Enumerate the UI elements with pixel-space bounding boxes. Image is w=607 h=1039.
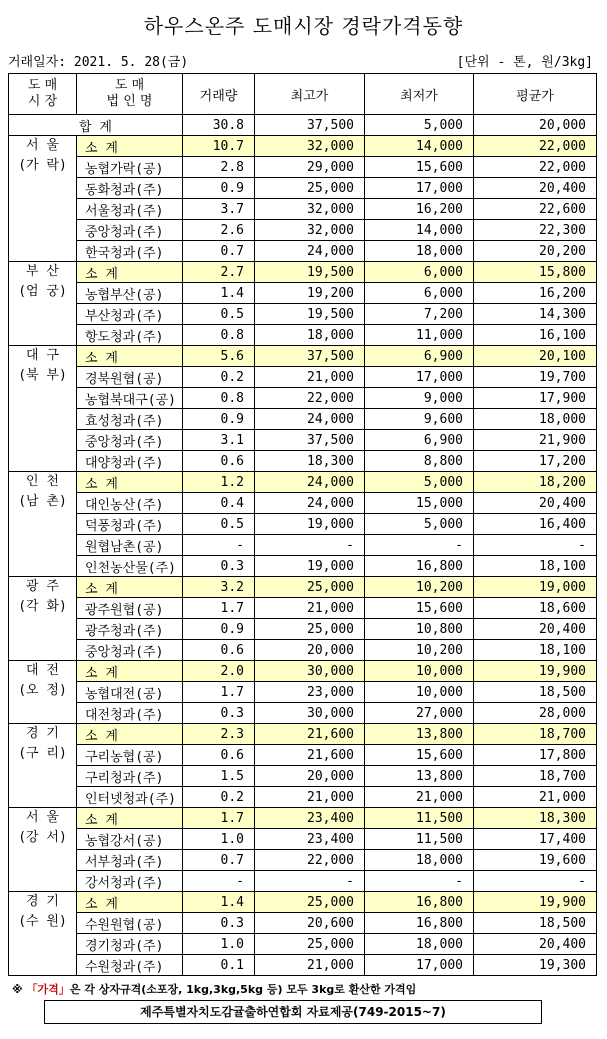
min-price-cell: 18,000 [365,850,474,871]
max-price-cell: 24,000 [255,493,365,514]
avg-price-cell: 20,400 [474,619,597,640]
volume-cell: 0.5 [183,514,255,535]
table-row [9,556,597,577]
min-price-cell: 13,800 [365,766,474,787]
corp-name: 소 계 [77,262,183,283]
total-min: 5,000 [365,115,474,136]
min-price-cell: 11,000 [365,325,474,346]
max-price-cell: 20,600 [255,913,365,934]
corp-name: 소 계 [77,808,183,829]
avg-price-cell: 18,600 [474,598,597,619]
price-table [8,73,597,976]
header-avg-price: 평균가 [474,74,597,115]
total-max: 37,500 [255,115,365,136]
table-row [9,367,597,388]
table-row [9,829,597,850]
max-price-cell: 19,500 [255,262,365,283]
corp-name: 농협가락(공) [77,157,183,178]
table-header-row [9,74,597,115]
volume-cell: 3.7 [183,199,255,220]
max-price-cell: 21,000 [255,955,365,976]
subtotal-row [9,892,597,913]
corp-name: 소 계 [77,472,183,493]
table-row [9,955,597,976]
volume-cell: 2.7 [183,262,255,283]
table-row [9,430,597,451]
table-row [9,850,597,871]
subtotal-row [9,808,597,829]
max-price-cell: 23,400 [255,808,365,829]
header-volume: 거래량 [183,74,255,115]
corp-name: 효성청과(주) [77,409,183,430]
avg-price-cell: 18,500 [474,913,597,934]
min-price-cell: 16,800 [365,892,474,913]
corp-name: 인천농산물(주) [77,556,183,577]
min-price-cell: - [365,871,474,892]
market-name: 대 구 (북 부) [9,346,77,472]
table-row [9,535,597,556]
avg-price-cell: 20,100 [474,346,597,367]
volume-cell: 1.4 [183,283,255,304]
trade-date: 거래일자: 2021. 5. 28(금) [8,55,189,70]
min-price-cell: 6,900 [365,430,474,451]
table-row [9,619,597,640]
avg-price-cell: 20,400 [474,493,597,514]
table-row [9,283,597,304]
volume-cell: 1.2 [183,472,255,493]
total-row [9,115,597,136]
volume-cell: 0.6 [183,640,255,661]
min-price-cell: 15,600 [365,157,474,178]
table-row [9,304,597,325]
min-price-cell: 10,200 [365,640,474,661]
min-price-cell: 16,200 [365,199,474,220]
avg-price-cell: 18,200 [474,472,597,493]
table-row [9,388,597,409]
volume-cell: 0.6 [183,745,255,766]
avg-price-cell: 16,100 [474,325,597,346]
max-price-cell: 25,000 [255,619,365,640]
table-row [9,241,597,262]
min-price-cell: 8,800 [365,451,474,472]
corp-name: 동화청과(주) [77,178,183,199]
min-price-cell: 15,600 [365,745,474,766]
corp-name: 대양청과(주) [77,451,183,472]
market-name: 서 울 (강 서) [9,808,77,892]
total-avg: 20,000 [474,115,597,136]
corp-name: 소 계 [77,892,183,913]
corp-name: 소 계 [77,724,183,745]
subtotal-row [9,262,597,283]
min-price-cell: 17,000 [365,367,474,388]
avg-price-cell: 20,400 [474,934,597,955]
table-row [9,199,597,220]
table-row [9,934,597,955]
max-price-cell: 19,000 [255,514,365,535]
volume-cell: 1.0 [183,934,255,955]
avg-price-cell: 20,400 [474,178,597,199]
volume-cell: 1.7 [183,598,255,619]
corp-name: 강서청과(주) [77,871,183,892]
max-price-cell: 24,000 [255,241,365,262]
max-price-cell: 25,000 [255,934,365,955]
subtotal-row [9,472,597,493]
volume-cell: 0.7 [183,241,255,262]
corp-name: 인터넷청과(주) [77,787,183,808]
avg-price-cell: 19,900 [474,661,597,682]
avg-price-cell: 19,700 [474,367,597,388]
table-row [9,220,597,241]
max-price-cell: 18,000 [255,325,365,346]
corp-name: 소 계 [77,346,183,367]
avg-price-cell: 15,800 [474,262,597,283]
corp-name: 수원원협(공) [77,913,183,934]
avg-price-cell: 22,000 [474,157,597,178]
market-name: 서 울 (가 락) [9,136,77,262]
max-price-cell: 29,000 [255,157,365,178]
avg-price-cell: - [474,535,597,556]
table-row [9,514,597,535]
market-name: 대 전 (오 정) [9,661,77,724]
max-price-cell: 23,400 [255,829,365,850]
corp-name: 광주청과(주) [77,619,183,640]
max-price-cell: 22,000 [255,388,365,409]
table-row [9,325,597,346]
min-price-cell: 15,000 [365,493,474,514]
max-price-cell: 25,000 [255,178,365,199]
min-price-cell: 15,600 [365,598,474,619]
max-price-cell: 32,000 [255,199,365,220]
max-price-cell: 21,600 [255,745,365,766]
avg-price-cell: 18,100 [474,640,597,661]
volume-cell: 0.6 [183,451,255,472]
volume-cell: 1.7 [183,682,255,703]
footnote-text: 은 각 상자규격(소포장, 1kg,3kg,5kg 등) 모두 3kg로 환산한 가격임 [69,983,417,996]
avg-price-cell: 19,600 [474,850,597,871]
corp-name: 중앙청과(주) [77,220,183,241]
volume-cell: 0.5 [183,304,255,325]
avg-price-cell: 14,300 [474,304,597,325]
volume-cell: 2.3 [183,724,255,745]
volume-cell: 0.2 [183,367,255,388]
corp-name: 대인농산(주) [77,493,183,514]
corp-name: 중앙청과(주) [77,430,183,451]
volume-cell: 0.3 [183,913,255,934]
table-row [9,745,597,766]
min-price-cell: 11,500 [365,808,474,829]
unit-label: [단위 - 톤, 원/3kg] [456,55,593,70]
header-market: 도 매 시 장 [9,74,77,115]
table-row [9,493,597,514]
min-price-cell: 10,000 [365,661,474,682]
min-price-cell: 18,000 [365,241,474,262]
min-price-cell: 16,800 [365,556,474,577]
min-price-cell: 9,600 [365,409,474,430]
corp-name: 항도청과(주) [77,325,183,346]
corp-name: 한국청과(주) [77,241,183,262]
volume-cell: 0.3 [183,556,255,577]
avg-price-cell: 17,800 [474,745,597,766]
volume-cell: 0.3 [183,703,255,724]
table-row [9,682,597,703]
volume-cell: 0.7 [183,850,255,871]
volume-cell: 1.4 [183,892,255,913]
volume-cell: 0.1 [183,955,255,976]
max-price-cell: 37,500 [255,346,365,367]
header-max-price: 최고가 [255,74,365,115]
min-price-cell: 10,000 [365,682,474,703]
min-price-cell: 13,800 [365,724,474,745]
market-name: 부 산 (엄 궁) [9,262,77,346]
avg-price-cell: 17,200 [474,451,597,472]
avg-price-cell: 21,000 [474,787,597,808]
table-row [9,409,597,430]
corp-name: 소 계 [77,661,183,682]
table-row [9,640,597,661]
corp-name: 구리청과(주) [77,766,183,787]
subtotal-row [9,724,597,745]
market-name: 인 천 (남 촌) [9,472,77,577]
max-price-cell: 19,200 [255,283,365,304]
avg-price-cell: 20,200 [474,241,597,262]
corp-name: 대전청과(주) [77,703,183,724]
avg-price-cell: 18,700 [474,724,597,745]
min-price-cell: 17,000 [365,955,474,976]
max-price-cell: 18,300 [255,451,365,472]
avg-price-cell: 19,900 [474,892,597,913]
volume-cell: - [183,535,255,556]
table-row [9,598,597,619]
avg-price-cell: 28,000 [474,703,597,724]
max-price-cell: 23,000 [255,682,365,703]
avg-price-cell: 17,400 [474,829,597,850]
corp-name: 농협강서(공) [77,829,183,850]
max-price-cell: 19,500 [255,304,365,325]
table-row [9,913,597,934]
volume-cell: 0.4 [183,493,255,514]
min-price-cell: 17,000 [365,178,474,199]
min-price-cell: 18,000 [365,934,474,955]
market-name: 경 기 (수 원) [9,892,77,976]
min-price-cell: 14,000 [365,220,474,241]
avg-price-cell: 16,400 [474,514,597,535]
corp-name: 경기청과(주) [77,934,183,955]
min-price-cell: 5,000 [365,514,474,535]
min-price-cell: 6,000 [365,283,474,304]
min-price-cell: 11,500 [365,829,474,850]
market-name: 광 주 (각 화) [9,577,77,661]
volume-cell: 0.9 [183,409,255,430]
min-price-cell: 21,000 [365,787,474,808]
max-price-cell: 22,000 [255,850,365,871]
volume-cell: 0.8 [183,325,255,346]
max-price-cell: - [255,535,365,556]
avg-price-cell: 18,500 [474,682,597,703]
max-price-cell: - [255,871,365,892]
avg-price-cell: 21,900 [474,430,597,451]
avg-price-cell: 16,200 [474,283,597,304]
total-label: 합 계 [9,115,183,136]
table-row [9,178,597,199]
header-corp: 도 매 법 인 명 [77,74,183,115]
max-price-cell: 32,000 [255,136,365,157]
max-price-cell: 20,000 [255,766,365,787]
volume-cell: 1.7 [183,808,255,829]
corp-name: 원협남촌(공) [77,535,183,556]
volume-cell: 1.5 [183,766,255,787]
avg-price-cell: 18,700 [474,766,597,787]
table-row [9,703,597,724]
min-price-cell: 16,800 [365,913,474,934]
corp-name: 덕풍청과(주) [77,514,183,535]
min-price-cell: 27,000 [365,703,474,724]
corp-name: 서울청과(주) [77,199,183,220]
corp-name: 구리농협(공) [77,745,183,766]
max-price-cell: 32,000 [255,220,365,241]
min-price-cell: 5,000 [365,472,474,493]
corp-name: 농협대전(공) [77,682,183,703]
table-row [9,157,597,178]
volume-cell: 5.6 [183,346,255,367]
footnote-highlight: 「가격」 [26,983,70,996]
max-price-cell: 24,000 [255,472,365,493]
volume-cell: - [183,871,255,892]
avg-price-cell: 19,000 [474,577,597,598]
table-row [9,787,597,808]
subtotal-row [9,661,597,682]
avg-price-cell: 18,000 [474,409,597,430]
total-volume: 30.8 [183,115,255,136]
max-price-cell: 21,000 [255,367,365,388]
market-name: 경 기 (구 리) [9,724,77,808]
min-price-cell: - [365,535,474,556]
subtotal-row [9,577,597,598]
corp-name: 경북원협(공) [77,367,183,388]
min-price-cell: 14,000 [365,136,474,157]
volume-cell: 3.1 [183,430,255,451]
volume-cell: 10.7 [183,136,255,157]
corp-name: 서부청과(주) [77,850,183,871]
max-price-cell: 19,000 [255,556,365,577]
corp-name: 농협부산(공) [77,283,183,304]
max-price-cell: 37,500 [255,430,365,451]
corp-name: 광주원협(공) [77,598,183,619]
max-price-cell: 24,000 [255,409,365,430]
min-price-cell: 6,000 [365,262,474,283]
volume-cell: 2.0 [183,661,255,682]
avg-price-cell: 22,600 [474,199,597,220]
max-price-cell: 30,000 [255,703,365,724]
min-price-cell: 10,800 [365,619,474,640]
max-price-cell: 21,000 [255,598,365,619]
corp-name: 소 계 [77,136,183,157]
avg-price-cell: 18,300 [474,808,597,829]
subtotal-row [9,346,597,367]
table-row [9,766,597,787]
min-price-cell: 9,000 [365,388,474,409]
avg-price-cell: 22,000 [474,136,597,157]
volume-cell: 2.8 [183,157,255,178]
corp-name: 중앙청과(주) [77,640,183,661]
source-box: 제주특별자치도감귤출하연합회 자료제공(749-2015~7) [44,1000,542,1024]
corp-name: 소 계 [77,577,183,598]
max-price-cell: 20,000 [255,640,365,661]
max-price-cell: 25,000 [255,892,365,913]
volume-cell: 0.8 [183,388,255,409]
volume-cell: 1.0 [183,829,255,850]
max-price-cell: 21,000 [255,787,365,808]
avg-price-cell: 18,100 [474,556,597,577]
max-price-cell: 25,000 [255,577,365,598]
table-row [9,871,597,892]
max-price-cell: 30,000 [255,661,365,682]
subtotal-row [9,136,597,157]
max-price-cell: 21,600 [255,724,365,745]
avg-price-cell: - [474,871,597,892]
avg-price-cell: 19,300 [474,955,597,976]
volume-cell: 0.9 [183,619,255,640]
min-price-cell: 10,200 [365,577,474,598]
avg-price-cell: 17,900 [474,388,597,409]
corp-name: 수원청과(주) [77,955,183,976]
min-price-cell: 6,900 [365,346,474,367]
volume-cell: 0.2 [183,787,255,808]
footnote-mark: ※ [12,983,23,996]
avg-price-cell: 22,300 [474,220,597,241]
page-title: 하우스온주 도매시장 경락가격동향 [143,14,464,38]
corp-name: 농협북대구(공) [77,388,183,409]
volume-cell: 0.9 [183,178,255,199]
table-row [9,451,597,472]
header-min-price: 최저가 [365,74,474,115]
volume-cell: 2.6 [183,220,255,241]
volume-cell: 3.2 [183,577,255,598]
footnote [12,981,416,997]
corp-name: 부산청과(주) [77,304,183,325]
min-price-cell: 7,200 [365,304,474,325]
